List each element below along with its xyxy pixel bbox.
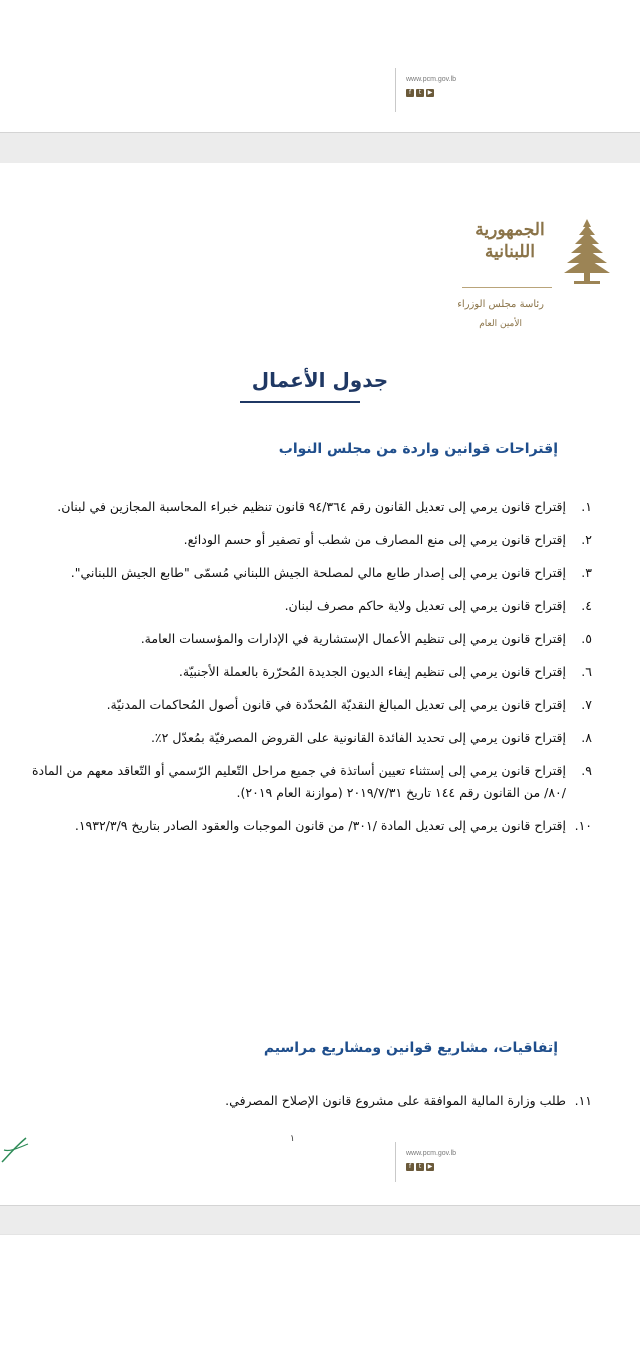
item-text: إقتراح قانون يرمي إلى تنظيم الأعمال الإستشارية في الإدارات والمؤسسات العامة.	[140, 631, 566, 646]
item-text: إقتراح قانون يرمي إلى إصدار طابع مالي لمصلحة الجيش اللبناني مُسمّى "طابع الجيش اللبناني".	[70, 565, 566, 580]
agenda-item	[32, 694, 592, 716]
page-title: جدول الأعمال	[251, 368, 389, 392]
republic-line-2: اللبنانية	[485, 242, 535, 262]
footer-url: www.pcm.gov.lb	[406, 76, 457, 83]
agenda-item	[32, 529, 592, 551]
previous-page	[0, 0, 640, 132]
youtube-icon: ▶	[427, 1163, 433, 1170]
item-text: طلب وزارة المالية الموافقة على مشروع قانون الإصلاح المصرفي.	[225, 1093, 566, 1108]
agenda-item	[32, 760, 592, 804]
agenda-item	[32, 595, 592, 617]
emblem-divider	[462, 287, 552, 288]
item-text: إقتراح قانون يرمي إلى تعديل ولاية حاكم مصرف لبنان.	[284, 598, 566, 613]
item-text: إقتراح قانون يرمي إلى منع المصارف من شطب أو تصفير أو حسم الودائع.	[183, 532, 566, 547]
item-number: ٨.	[581, 730, 592, 745]
twitter-icon: t	[416, 1163, 424, 1171]
agenda-list-agreements	[32, 1090, 592, 1123]
item-text: إقتراح قانون يرمي إلى تعديل القانون رقم ٩٤/٣٦٤ قانون تنظيم خبراء المحاسبة المجازين في لبنان.	[57, 499, 566, 514]
item-number: ١.	[581, 499, 592, 514]
item-number: ٢.	[581, 532, 592, 547]
item-text: إقتراح قانون يرمي إلى تعديل المبالغ النقديّة المُحدّدة في قانون أصول المُحاكمات المدنيّة.	[106, 697, 566, 712]
page-gap	[0, 132, 640, 164]
presidency-label: رئاسة مجلس الوزراء	[457, 299, 544, 310]
item-text: إقتراح قانون يرمي إلى تعديل المادة /٣٠١/ من قانون الموجبات والعقود الصادر بتاريخ ١٩٣٢/٣/٩.	[74, 818, 566, 833]
item-number: ١٠.	[574, 818, 592, 833]
agenda-item	[32, 628, 592, 650]
page-gap	[0, 1205, 640, 1235]
secretary-general-label: الأمين العام	[479, 319, 522, 329]
item-text: إقتراح قانون يرمي إلى إستثناء تعيين أساتذة في جميع مراحل التّعليم الرّسمي أو التّعاقد معهم من المادة /٨٠/ من القانون رقم ١٤٤ تاريخ ٢٠١٩/٧/٣١ (موازنة العام ٢٠١٩).	[32, 763, 566, 800]
footer-url: www.pcm.gov.lb	[406, 1150, 457, 1157]
page-footer	[395, 68, 546, 112]
item-number: ٤.	[581, 598, 592, 613]
twitter-icon: t	[416, 89, 424, 97]
item-number: ٦.	[581, 664, 592, 679]
item-number: ٥.	[581, 631, 592, 646]
section-heading-agreements: إتفاقيات، مشاريع قوانين ومشاريع مراسيم	[263, 1040, 558, 1056]
item-number: ٩.	[581, 763, 592, 778]
page-number: ١	[290, 1134, 295, 1144]
agenda-item	[32, 815, 592, 837]
item-number: ١١.	[574, 1093, 592, 1108]
agenda-list-bills	[32, 496, 592, 848]
agenda-item	[32, 496, 592, 518]
government-emblem	[452, 207, 612, 337]
item-text: إقتراح قانون يرمي إلى تنظيم إيفاء الديون الجديدة المُحرّرة بالعملة الأجنبيّة.	[178, 664, 566, 679]
agenda-item	[32, 727, 592, 749]
page-footer	[395, 1142, 546, 1182]
title-underline	[240, 401, 360, 403]
section-heading-bills: إقتراحات قوانين واردة من مجلس النواب	[278, 441, 558, 457]
item-number: ٧.	[581, 697, 592, 712]
agenda-item	[32, 562, 592, 584]
facebook-icon: f	[406, 89, 414, 97]
item-number: ٣.	[581, 565, 592, 580]
social-icons	[406, 1163, 546, 1171]
social-icons	[406, 89, 546, 97]
facebook-icon: f	[406, 1163, 414, 1171]
agenda-item	[32, 1090, 592, 1112]
cedar-icon	[562, 217, 612, 289]
republic-line-1: الجمهورية	[475, 220, 545, 240]
agenda-item	[32, 661, 592, 683]
item-text: إقتراح قانون يرمي إلى تحديد الفائدة القانونية على القروض المصرفيّة بمُعدّل ٢٪.	[150, 730, 566, 745]
youtube-icon: ▶	[427, 89, 433, 96]
signature-mark	[0, 1128, 30, 1168]
republic-title	[460, 219, 560, 263]
